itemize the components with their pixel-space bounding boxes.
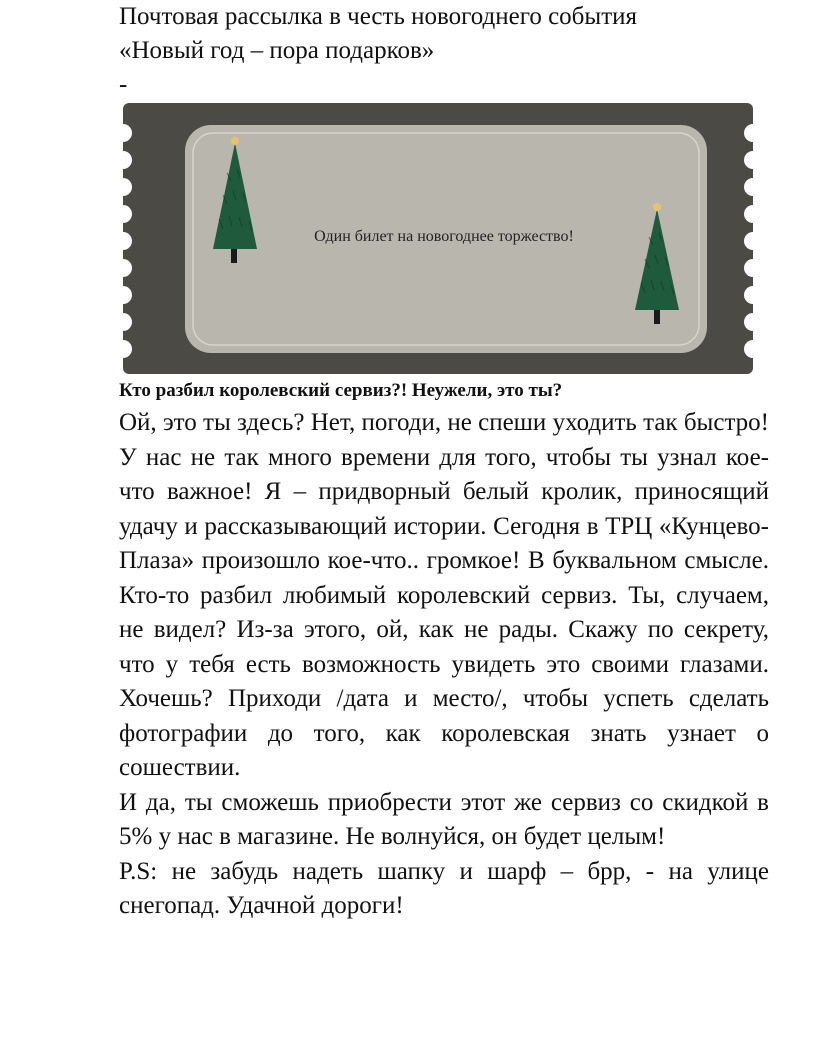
paragraph-3: P.S: не забудь надеть шапку и шарф – брр, - на улице снегопад. Удачной дороги!	[119, 857, 769, 919]
header-line-1: Почтовая рассылка в честь новогоднего события	[119, 3, 638, 30]
paragraph-2: И да, ты сможешь приобрести этот же сервиз со скидкой в 5% у нас в магазине. Не волнуйся, он будет целым!	[119, 788, 769, 850]
paragraph-1: Ой, это ты здесь? Нет, погоди, не спеши уходить так быстро! У нас не так много времени для того, чтобы ты узнал кое-что важное! Я – придворный белый кролик, приносящий удачу и рассказывающий истории. Сегодня в ТРЦ «Кунцево-Плаза» произошло кое-что.. громкое! В буквальном смысле. Кто-то разбил любимый королевский сервиз. Ты, случаем, не видел? Из-за этого, ой, как не рады. Скажу по секрету, что у тебя есть возможность увидеть это своими глазами. Хочешь? Приходи /дата и место/, чтобы успеть сделать фотографии до того, как королевская знать узнает о сошествии.	[119, 409, 769, 781]
document-page	[119, 0, 769, 924]
header-line-2: «Новый год – пора подарков»	[119, 37, 435, 64]
subtitle: Кто разбил королевский сервиз?! Неужели, это ты?	[119, 380, 563, 401]
ticket-text: Один билет на новогоднее торжество!	[314, 228, 574, 245]
ticket-image	[119, 103, 769, 374]
header-dash: -	[119, 71, 128, 98]
